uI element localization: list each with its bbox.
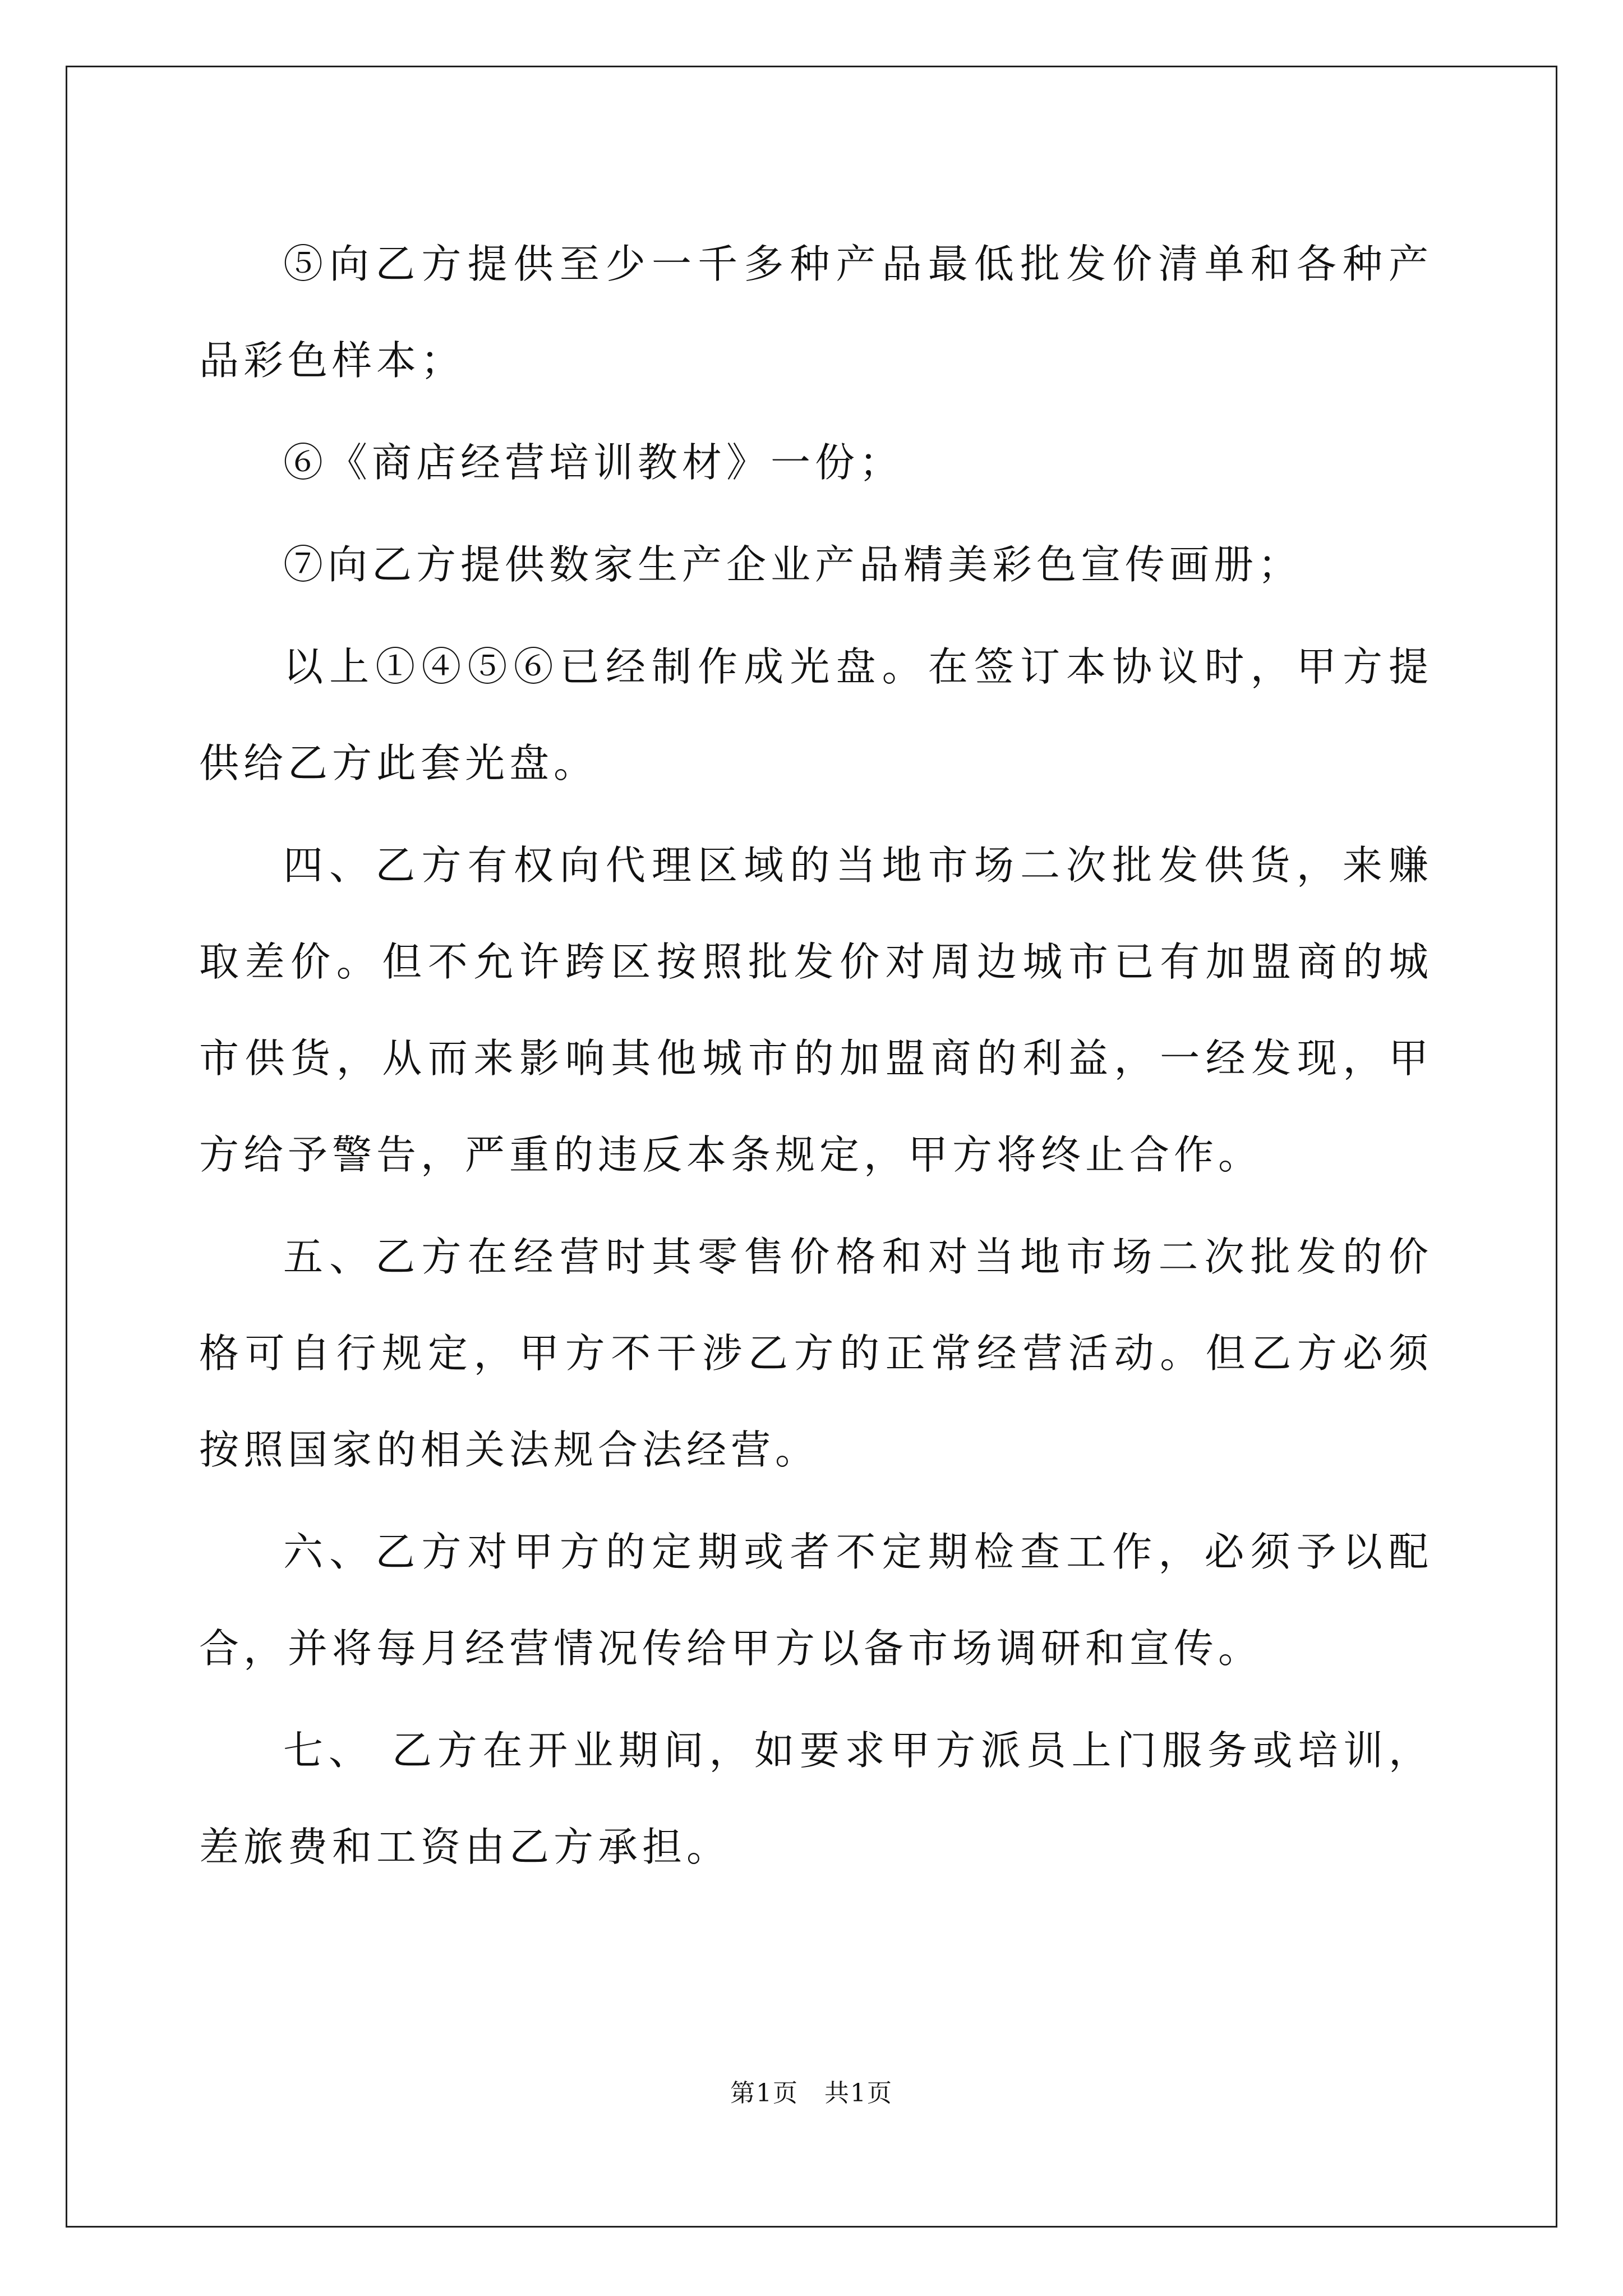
paragraph-clause-6: 六、乙方对甲方的定期或者不定期检查工作，必须予以配合，并将每月经营情况传给甲方以备市场调研和宣传。 [199,1529,1433,1672]
paragraph-clause-7: 七、 乙方在开业期间，如要求甲方派员上门服务或培训，差旅费和工资由乙方承担。 [199,1727,1433,1870]
document-body [199,216,1433,1901]
paragraph-clause-4: 四、乙方有权向代理区域的当地市场二次批发供货，来赚取差价。但不允许跨区按照批发价对周边城市已有加盟商的城市供货，从而来影响其他城市的加盟商的利益，一经发现，甲方给予警告，严重的违反本条规定，甲方将终止合作。 [199,842,1433,1178]
page-footer: 第1页 共1页 [730,2079,893,2108]
paragraph-item-5: ⑤向乙方提供至少一千多种产品最低批发价清单和各种产品彩色样本； [199,241,1433,384]
paragraph-item-7: ⑦向乙方提供数家生产企业产品精美彩色宣传画册； [283,541,1303,588]
paragraph-clause-5: 五、乙方在经营时其零售价格和对当地市场二次批发的价格可自行规定，甲方不干涉乙方的正常经营活动。但乙方必须按照国家的相关法规合法经营。 [199,1234,1433,1473]
paragraph-disc-note: 以上①④⑤⑥已经制作成光盘。在签订本协议时，甲方提供给乙方此套光盘。 [199,643,1433,786]
paragraph-item-6: ⑥《商店经营培训教材》一份； [283,439,904,486]
